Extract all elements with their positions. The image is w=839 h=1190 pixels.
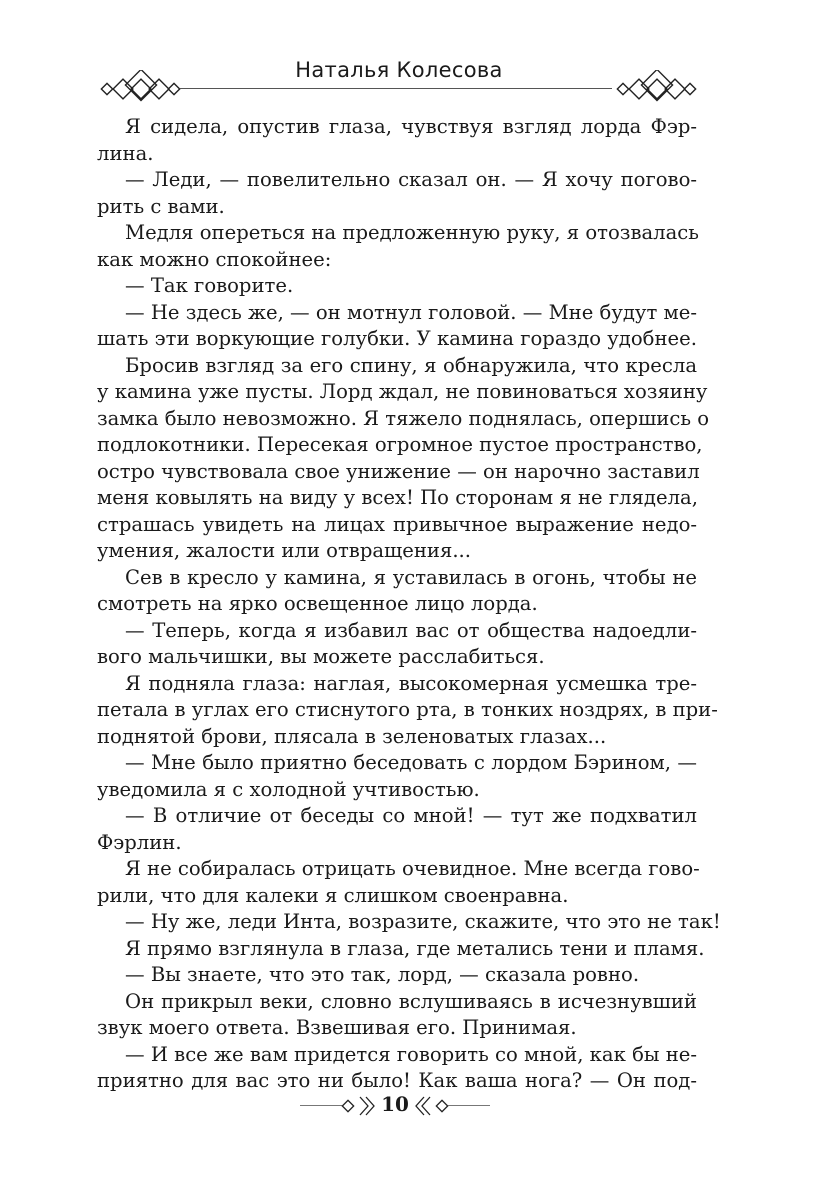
text-line: — В отличие от беседы со мной! — тут же подхватил (125, 804, 697, 827)
text-line: Сев в кресло у камина, я уставилась в огонь, чтобы не (125, 565, 697, 589)
text-line: вого мальчишки, вы можете расслабиться. (97, 645, 545, 668)
footer-rule (448, 1105, 490, 1106)
text-line: шать эти воркующие голубки. У камина гораздо удобнее. (97, 327, 697, 350)
text-line: Медля опереться на предложенную руку, я отозвалась (125, 221, 699, 244)
text-line: замка было невозможно. Я тяжело поднялась, опершись о (97, 406, 710, 430)
text-line: меня ковылять на виду у всех! По сторонам я не глядела, (97, 486, 698, 509)
text-line: рить с вами. (97, 194, 225, 218)
text-line: у камина уже пусты. Лорд ждал, не повиноваться хозяину (97, 380, 708, 403)
text-line: поднятой брови, плясала в зеленоватых глазах... (97, 724, 607, 748)
text-line: — Так говорите. (125, 274, 294, 297)
text-line: Фэрлин. (97, 830, 182, 854)
text-line: — И все же вам придется говорить со мной, как бы не- (125, 1042, 697, 1066)
text-line: лина. (97, 141, 154, 165)
page-number: 10 (381, 1092, 409, 1116)
header-rule (180, 88, 612, 89)
text-line: уведомила я с холодной учтивостью. (97, 777, 480, 801)
text-line: страшась увидеть на лицах привычное выражение недо- (97, 512, 697, 536)
text-line: умения, жалости или отвращения... (97, 539, 472, 562)
text-line: — Леди, — повелительно сказал он. — Я хочу погово- (125, 168, 697, 191)
book-author-title: Наталья Колесова (295, 58, 503, 82)
text-line: петала в углах его стиснутого рта, в тонких ноздрях, в при- (97, 698, 718, 721)
text-line: рили, что для калеки я слишком своенравна. (97, 883, 569, 907)
text-line: — Мне было приятно беседовать с лордом Бэрином, — (125, 751, 697, 774)
text-line: — Вы знаете, что это так, лорд, — сказала ровно. (125, 963, 640, 986)
text-line: смотреть на ярко освещенное лицо лорда. (97, 592, 538, 615)
text-line: остро чувствовала свое унижение — он нарочно заставил (97, 459, 700, 483)
running-header (100, 56, 698, 116)
text-line: — Ну же, леди Инта, возразите, скажите, что это не так! (125, 910, 721, 933)
text-line: Я сидела, опустив глаза, чувствуя взгляд лорда Фэр- (125, 115, 697, 138)
text-line: Я не собиралась отрицать очевидное. Мне всегда гово- (125, 857, 700, 880)
page-footer (300, 1088, 490, 1124)
text-line: — Теперь, когда я избавил вас от общества надоедли- (125, 618, 697, 642)
text-line: подлокотники. Пересекая огромное пустое пространство, (97, 433, 703, 456)
text-line: Я подняла глаза: наглая, высокомерная усмешка тре- (125, 671, 697, 695)
text-line: звук моего ответа. Взвешивая его. Принимая. (97, 1016, 577, 1039)
text-line: Он прикрыл веки, словно вслушиваясь в исчезнувший (125, 989, 697, 1013)
chevron-ornament-icon (410, 1092, 450, 1120)
body-text (97, 114, 721, 1095)
text-line: приятно для вас это ни было! Как ваша нога? — Он под- (97, 1069, 697, 1092)
text-line: как можно спокойнее: (97, 247, 332, 271)
text-line: Я прямо взглянула в глаза, где метались тени и пламя. (125, 936, 705, 960)
text-line: — Не здесь же, — он мотнул головой. — Мне будут ме- (125, 300, 697, 324)
diamond-ornament-icon (616, 70, 698, 108)
text-line: Бросив взгляд за его спину, я обнаружила, что кресла (125, 353, 697, 377)
